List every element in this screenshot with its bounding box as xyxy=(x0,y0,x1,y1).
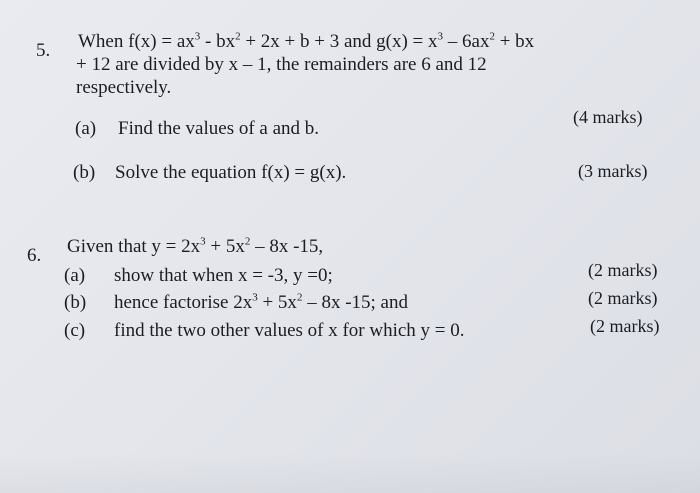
q6c-label: (c) xyxy=(64,320,86,341)
q5a-label: (a) xyxy=(75,118,97,139)
q5-number: 5. xyxy=(36,40,51,61)
q5b-label: (b) xyxy=(73,162,96,183)
q6a-label: (a) xyxy=(64,265,86,286)
q5b-text: Solve the equation f(x) = g(x). xyxy=(115,162,347,183)
page-shadow xyxy=(0,453,700,493)
q6b-marks: (2 marks) xyxy=(588,288,658,308)
q6c-marks: (2 marks) xyxy=(590,316,660,336)
q6a-text: show that when x = -3, y =0; xyxy=(114,265,333,286)
q5-stem-line1: When $f(x) = ax^3 - bx^2 + 2x + b + 3$ and $g(x) = x^3 - 6ax^2$ + bx xyxy=(78,30,535,52)
q6-stem: Given that $y = 2x^3 + 5x^2 - 8x$ -15, xyxy=(67,235,324,257)
q6a-marks: (2 marks) xyxy=(588,260,658,280)
q5-stem-line2: + 12 are divided by x – 1, the remainders are 6 and 12 xyxy=(76,54,487,75)
q6-number: 6. xyxy=(27,245,42,266)
q6b-text: hence factorise $2x^3 + 5x^2 - 8x$ -15; and xyxy=(114,291,408,313)
q5-stem-line3: respectively. xyxy=(76,77,172,98)
q6c-text: find the two other values of x for which y = 0. xyxy=(114,320,465,341)
q5b-marks: (3 marks) xyxy=(578,161,648,181)
q5a-marks: (4 marks) xyxy=(573,107,643,127)
q5a-text: Find the values of a and b. xyxy=(118,118,320,139)
q6b-label: (b) xyxy=(64,292,87,313)
